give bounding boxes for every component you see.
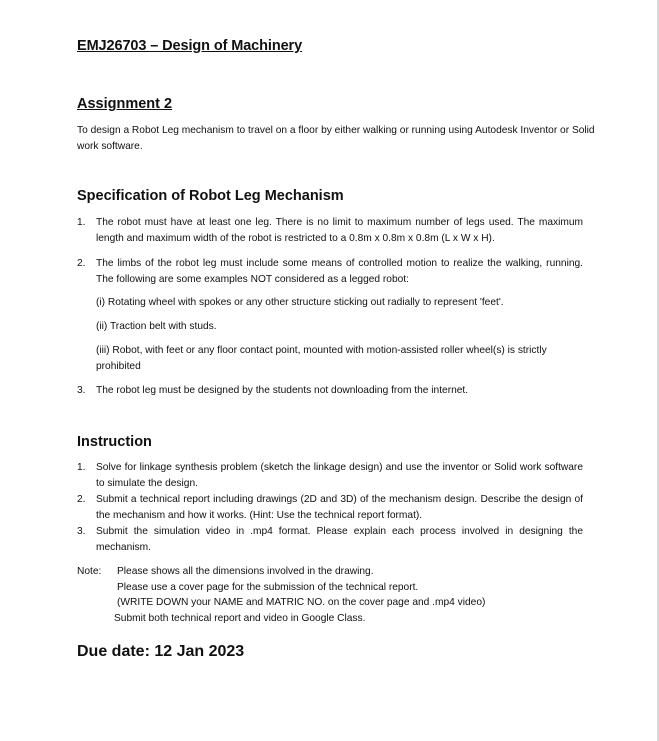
spec-item-text: The robot leg must be designed by the students not downloading from the internet. [96, 385, 469, 396]
instruction-item-text: Submit a technical report including drawings (2D and 3D) of the mechanism design. Describe the design of the mechanism and how it works. (Hint: Use the technical report format). [96, 494, 583, 521]
spec-item-text: The limbs of the robot leg must include some means of controlled motion to realize the walking, running. The following are some examples NOT considered as a legged robot: [96, 258, 583, 285]
assignment-heading: Assignment 2 [77, 96, 173, 112]
spec-item-number: 1. [77, 217, 86, 228]
note-line: Please use a cover page for the submission of the technical report. [117, 581, 419, 593]
spec-sub-item-iii: (iii) Robot, with feet or any floor contact point, mounted with motion-assisted roller wheel(s) is strictly prohibited [96, 345, 547, 372]
spec-item-1 [77, 215, 583, 247]
due-date: Due date: 12 Jan 2023 [77, 643, 245, 660]
instruction-item-number: 3. [77, 526, 86, 537]
spec-item-2 [77, 256, 583, 288]
instruction-item-number: 1. [77, 462, 86, 473]
spec-item-text: The robot must have at least one leg. There is no limit to maximum number of legs used. The maximum length and maximum width of the robot is restricted to a 0.8m x 0.8m x 0.8m (L x W x H). [96, 217, 583, 244]
spec-item-number: 3. [77, 385, 86, 396]
spec-sub-item-ii: (ii) Traction belt with studs. [96, 321, 217, 332]
instruction-item-2 [77, 492, 583, 524]
note-block [77, 564, 583, 626]
instruction-heading: Instruction [77, 434, 152, 450]
note-line: Submit both technical report and video in Google Class. [114, 612, 366, 624]
note-label: Note: [77, 566, 102, 577]
spec-sub-item-i: (i) Rotating wheel with spokes or any other structure sticking out radially to represent 'feet'. [96, 297, 504, 308]
assignment-description: To design a Robot Leg mechanism to travel on a floor by either walking or running using Autodesk Inventor or Solid work software. [77, 125, 595, 152]
course-title: EMJ26703 – Design of Machinery [77, 38, 303, 54]
note-line: (WRITE DOWN your NAME and MATRIC NO. on the cover page and .mp4 video) [117, 597, 486, 609]
note-line: Please shows all the dimensions involved in the drawing. [117, 566, 374, 577]
instruction-item-1 [77, 460, 583, 492]
specification-heading: Specification of Robot Leg Mechanism [77, 188, 344, 204]
spec-item-3 [77, 383, 583, 399]
instruction-item-text: Solve for linkage synthesis problem (sketch the linkage design) and use the inventor or Solid work software to simulate the design. [96, 462, 583, 489]
instruction-item-text: Submit the simulation video in .mp4 format. Please explain each process involved in designing the mechanism. [96, 526, 583, 553]
instruction-item-3 [77, 524, 583, 556]
instruction-item-number: 2. [77, 494, 86, 505]
spec-item-number: 2. [77, 258, 86, 269]
